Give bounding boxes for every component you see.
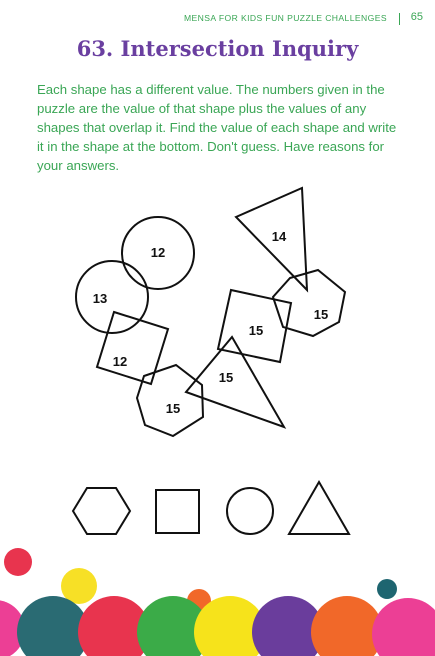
clue-value-square-right: 15 — [248, 323, 264, 338]
hexagon-shape-right — [273, 270, 345, 336]
puzzle-title: 63. Intersection Inquiry — [76, 36, 359, 61]
triangle-shape-middle — [186, 337, 284, 427]
clue-value-hexagon-right: 15 — [313, 307, 329, 322]
clue-value-triangle-top: 14 — [271, 229, 287, 244]
square-shape-left — [97, 312, 168, 384]
clue-value-hexagon-lower: 15 — [165, 401, 181, 416]
page-number: 65 — [410, 11, 423, 23]
answer-hexagon-shape[interactable] — [73, 488, 130, 534]
decor-bubble-orange — [311, 596, 383, 656]
circle-shape-lower — [76, 261, 148, 333]
clue-value-circle-lower: 13 — [92, 291, 108, 306]
answer-triangle-shape[interactable] — [289, 482, 349, 534]
decor-dot-teal — [377, 579, 397, 599]
puzzle-instructions: Each shape has a different value. The numbers given in the puzzle are the value of that shape plus the values of any shapes that overlap it. Find the value of each shape and write it in the shape at the bottom. Don't guess. Have reasons for your answers. — [37, 82, 397, 173]
clue-value-triangle-middle: 15 — [218, 370, 234, 385]
answer-square-shape[interactable] — [156, 490, 199, 533]
decor-dot-red — [4, 548, 32, 576]
running-header: MENSA FOR KIDS FUN PUZZLE CHALLENGES — [183, 13, 387, 23]
clue-value-circle-upper: 12 — [150, 245, 166, 260]
decorative-dots — [0, 548, 435, 656]
answer-circle-shape[interactable] — [227, 488, 273, 534]
decor-bubble-pink-right — [372, 598, 435, 656]
decor-bubble-teal — [17, 596, 89, 656]
clue-value-square-left: 12 — [112, 354, 128, 369]
